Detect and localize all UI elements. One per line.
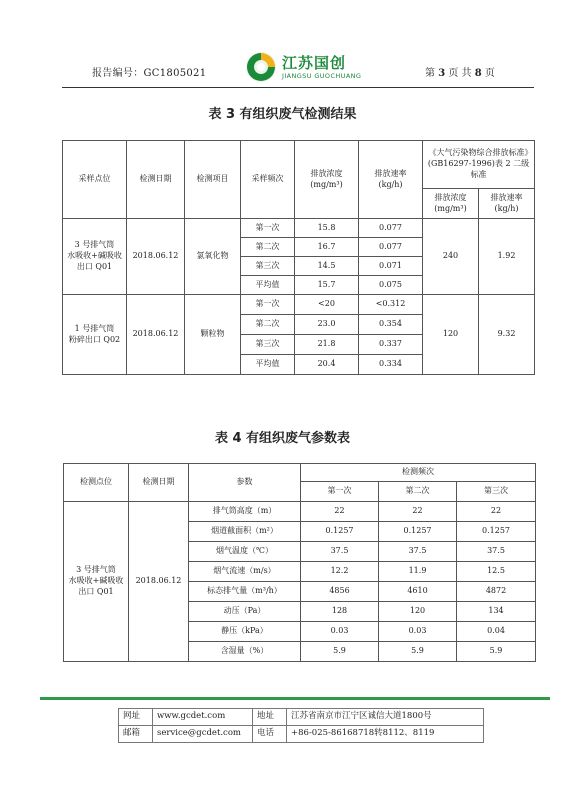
t3-header-rate: 排放速率 (kg/h) bbox=[359, 141, 423, 219]
t3-rate: 0.354 bbox=[359, 315, 423, 335]
page-indicator: 第 3 页 共 8 页 bbox=[425, 68, 495, 79]
footer-addr-label: 地址 bbox=[253, 709, 287, 726]
t4-v1: 0.1257 bbox=[301, 522, 379, 542]
t4-v3: 0.1257 bbox=[457, 522, 536, 542]
t3-conc: 21.8 bbox=[295, 335, 359, 355]
t3-conc: 16.7 bbox=[295, 238, 359, 257]
t4-v2: 22 bbox=[379, 502, 457, 522]
table-row bbox=[64, 502, 536, 522]
t4-v3: 0.04 bbox=[457, 622, 536, 642]
t4-param: 烟气温度（℃） bbox=[189, 542, 301, 562]
t3-freq: 第一次 bbox=[241, 219, 295, 238]
footer-divider bbox=[40, 697, 550, 700]
t3-freq: 平均值 bbox=[241, 276, 295, 295]
t4-v1: 37.5 bbox=[301, 542, 379, 562]
t3-header-date: 检测日期 bbox=[127, 141, 185, 219]
table4 bbox=[63, 463, 536, 662]
t3-rate: 0.334 bbox=[359, 355, 423, 375]
footer-website[interactable]: www.gcdet.com bbox=[153, 709, 253, 726]
t4-param: 烟气流速（m/s） bbox=[189, 562, 301, 582]
t4-param: 静压（kPa） bbox=[189, 622, 301, 642]
t4-v2: 4610 bbox=[379, 582, 457, 602]
header-divider bbox=[62, 87, 534, 88]
t3-rate: <0.312 bbox=[359, 295, 423, 315]
t4-v2: 37.5 bbox=[379, 542, 457, 562]
t3-std-conc: 240 bbox=[423, 219, 479, 295]
t4-param: 排气筒高度（m） bbox=[189, 502, 301, 522]
t3-conc: 15.8 bbox=[295, 219, 359, 238]
table4-title: 表 4 有组织废气参数表 bbox=[214, 431, 351, 446]
t4-v2: 11.9 bbox=[379, 562, 457, 582]
t3-point: 3 号排气筒 水吸收+碱吸收 出口 Q01 bbox=[63, 219, 127, 295]
t4-v2: 0.1257 bbox=[379, 522, 457, 542]
t3-header-std-conc: 排放浓度 (mg/m³) bbox=[423, 189, 479, 219]
t3-conc: 14.5 bbox=[295, 257, 359, 276]
t4-header-f2: 第二次 bbox=[379, 482, 457, 502]
t4-param: 标态排气量（m³/h） bbox=[189, 582, 301, 602]
t3-rate: 0.077 bbox=[359, 219, 423, 238]
page-current: 3 bbox=[438, 68, 446, 79]
footer-contact bbox=[118, 708, 484, 743]
t4-header-date: 检测日期 bbox=[129, 464, 189, 502]
t3-freq: 第一次 bbox=[241, 295, 295, 315]
t4-header-param: 参数 bbox=[189, 464, 301, 502]
t4-v3: 4872 bbox=[457, 582, 536, 602]
t3-date: 2018.06.12 bbox=[127, 295, 185, 375]
t4-header-f3: 第三次 bbox=[457, 482, 536, 502]
company-logo bbox=[244, 50, 364, 86]
t3-conc: <20 bbox=[295, 295, 359, 315]
t4-param: 含湿量（%） bbox=[189, 642, 301, 662]
t3-rate: 0.075 bbox=[359, 276, 423, 295]
footer-web-label: 网址 bbox=[119, 709, 153, 726]
t4-v1: 22 bbox=[301, 502, 379, 522]
t3-rate: 0.071 bbox=[359, 257, 423, 276]
t4-v3: 37.5 bbox=[457, 542, 536, 562]
table-row bbox=[63, 219, 535, 238]
t4-v3: 134 bbox=[457, 602, 536, 622]
table-row bbox=[63, 295, 535, 315]
page-total: 8 bbox=[474, 68, 482, 79]
t3-header-freq: 采样频次 bbox=[241, 141, 295, 219]
t3-header-point: 采样点位 bbox=[63, 141, 127, 219]
t3-conc: 15.7 bbox=[295, 276, 359, 295]
table3-title: 表 3 有组织废气检测结果 bbox=[208, 107, 357, 122]
t3-freq: 第二次 bbox=[241, 315, 295, 335]
footer-phone: +86-025-86168718转8112、8119 bbox=[287, 726, 484, 743]
t3-conc: 23.0 bbox=[295, 315, 359, 335]
t3-rate: 0.077 bbox=[359, 238, 423, 257]
t4-v1: 5.9 bbox=[301, 642, 379, 662]
t4-header-freq: 检测频次 bbox=[301, 464, 536, 482]
logo-chinese-name: 江苏国创 bbox=[282, 54, 347, 72]
logo-english-name: JIANGSU GUOCHUANG bbox=[282, 72, 362, 80]
t3-std-rate: 1.92 bbox=[479, 219, 535, 295]
t4-param: 动压（Pa） bbox=[189, 602, 301, 622]
t4-v3: 12.5 bbox=[457, 562, 536, 582]
t3-std-rate: 9.32 bbox=[479, 295, 535, 375]
footer-email[interactable]: service@gcdet.com bbox=[153, 726, 253, 743]
t4-v1: 0.03 bbox=[301, 622, 379, 642]
t3-conc: 20.4 bbox=[295, 355, 359, 375]
t3-header-standard: 《大气污染物综合排放标准》(GB16297-1996)表 2 二级标准 bbox=[423, 141, 535, 189]
t3-point: 1 号排气筒 粉碎出口 Q02 bbox=[63, 295, 127, 375]
t4-header-f1: 第一次 bbox=[301, 482, 379, 502]
t4-v2: 120 bbox=[379, 602, 457, 622]
report-number: 报告编号：GC1805021 bbox=[92, 68, 207, 79]
table3 bbox=[62, 140, 535, 375]
t3-item: 氯氧化物 bbox=[185, 219, 241, 295]
t4-v2: 5.9 bbox=[379, 642, 457, 662]
t4-v1: 128 bbox=[301, 602, 379, 622]
t4-v1: 4856 bbox=[301, 582, 379, 602]
t3-rate: 0.337 bbox=[359, 335, 423, 355]
t3-header-std-rate: 排放速率 (kg/h) bbox=[479, 189, 535, 219]
t3-freq: 第二次 bbox=[241, 238, 295, 257]
t3-date: 2018.06.12 bbox=[127, 219, 185, 295]
footer-mail-label: 邮箱 bbox=[119, 726, 153, 743]
t4-point: 3 号排气筒 水吸收+碱吸收 出口 Q01 bbox=[64, 502, 129, 662]
footer-tel-label: 电话 bbox=[253, 726, 287, 743]
t3-std-conc: 120 bbox=[423, 295, 479, 375]
t4-v3: 5.9 bbox=[457, 642, 536, 662]
t3-header-item: 检测项目 bbox=[185, 141, 241, 219]
t3-freq: 平均值 bbox=[241, 355, 295, 375]
t4-v1: 12.2 bbox=[301, 562, 379, 582]
t3-item: 颗粒物 bbox=[185, 295, 241, 375]
t4-v3: 22 bbox=[457, 502, 536, 522]
t3-freq: 第三次 bbox=[241, 335, 295, 355]
t3-freq: 第三次 bbox=[241, 257, 295, 276]
t3-header-conc: 排放浓度 (mg/m³) bbox=[295, 141, 359, 219]
t4-param: 烟道截面积（m²） bbox=[189, 522, 301, 542]
t4-date: 2018.06.12 bbox=[129, 502, 189, 662]
t4-v2: 0.03 bbox=[379, 622, 457, 642]
footer-address: 江苏省南京市江宁区诚信大道1800号 bbox=[287, 709, 484, 726]
logo-swirl-icon bbox=[244, 50, 278, 84]
t4-header-point: 检测点位 bbox=[64, 464, 129, 502]
